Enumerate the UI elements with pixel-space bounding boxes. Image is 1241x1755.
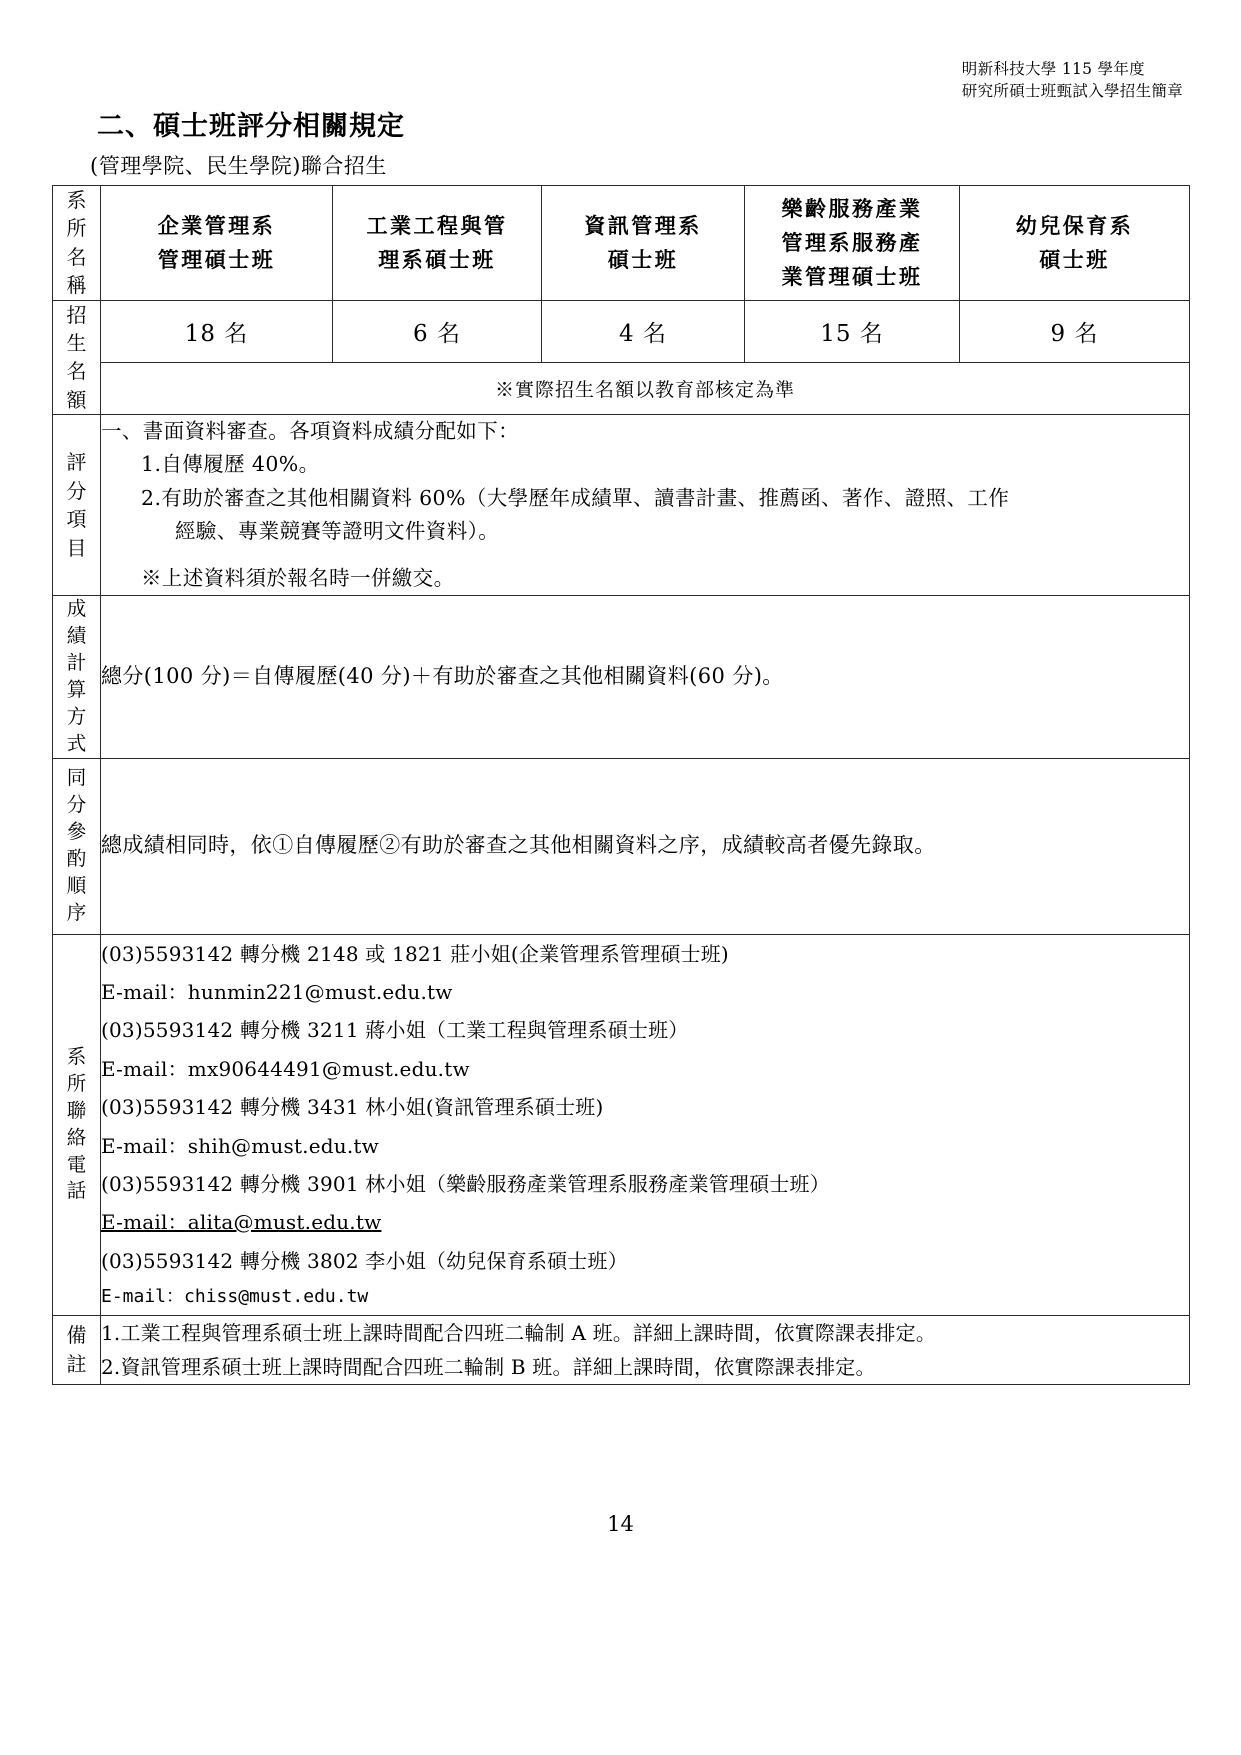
quota-cell-1: 18 名 xyxy=(101,300,333,363)
row-label-contact-c2: 所 xyxy=(66,1071,87,1095)
quota-cell-5: 9 名 xyxy=(960,300,1190,363)
row-label-calc-c6: 式 xyxy=(66,731,87,755)
row-label-quota-c4: 額 xyxy=(66,387,87,412)
row-label-department xyxy=(53,186,101,301)
department-1-line2: 管理碩士班 xyxy=(157,246,276,272)
quota-cell-2: 6 名 xyxy=(333,300,542,363)
department-cell-2 xyxy=(333,186,542,301)
quota-cell-4: 15 名 xyxy=(745,300,960,363)
admission-criteria-table xyxy=(52,185,1190,1385)
remark-content xyxy=(101,1315,1190,1384)
department-2-line1: 工業工程與管 xyxy=(366,213,508,239)
remark-item-1: 1.工業工程與管理系碩士班上課時間配合四班二輪制 A 班。詳細上課時間，依實際課表排定。 xyxy=(101,1320,937,1345)
row-label-quota-c2: 生 xyxy=(66,330,87,355)
row-label-quota-c1: 招 xyxy=(66,302,87,327)
criteria-note: ※上述資料須於報名時一併繳交。 xyxy=(141,565,455,590)
department-cell-1 xyxy=(101,186,333,301)
row-label-dept-c1: 系 xyxy=(66,188,87,212)
contact-phone-5: (03)5593142 轉分機 3802 李小姐（幼兒保育系碩士班） xyxy=(101,1248,628,1273)
department-4-line2: 管理系服務產 xyxy=(781,229,923,255)
criteria-sub-2: 2.有助於審查之其他相關資料 60%（大學歷年成績單、讀書計畫、推薦函、著作、證照、工作 xyxy=(141,485,1010,510)
row-label-dept-c2: 所 xyxy=(66,216,87,241)
department-3-line2: 碩士班 xyxy=(607,246,679,272)
table-row-department-names xyxy=(53,186,1190,301)
contact-phone-2: (03)5593142 轉分機 3211 蔣小姐（工業工程與管理系碩士班） xyxy=(101,1018,689,1043)
row-label-tie-c1: 同 xyxy=(66,766,87,790)
contact-email-5[interactable]: E-mail：chiss@must.edu.tw xyxy=(101,1286,369,1308)
criteria-spacer xyxy=(101,548,1189,562)
contact-email-4[interactable]: E-mail：alita@must.edu.tw xyxy=(101,1210,382,1235)
row-label-tie-c4: 酌 xyxy=(66,847,87,871)
contact-content xyxy=(101,934,1190,1315)
department-4-line3: 業管理碩士班 xyxy=(781,263,923,289)
department-3-line1: 資訊管理系 xyxy=(584,213,702,239)
remark-item-2: 2.資訊管理系碩士班上課時間配合四班二輪制 B 班。詳細上課時間，依實際課表排定。 xyxy=(101,1354,876,1379)
department-4-line1: 樂齡服務產業 xyxy=(781,196,923,222)
contact-email-3[interactable]: E-mail：shih@must.edu.tw xyxy=(101,1133,379,1158)
row-label-calc-c5: 方 xyxy=(66,704,87,728)
table-row-remarks xyxy=(53,1315,1190,1384)
table-row-calculation xyxy=(53,596,1190,758)
row-label-calc-c3: 計 xyxy=(66,650,87,674)
row-label-quota xyxy=(53,300,101,415)
row-label-criteria-c1: 評 xyxy=(66,450,87,475)
tiebreak-content: 總成績相同時，依①自傳履歷②有助於審查之其他相關資料之序，成績較高者優先錄取。 xyxy=(101,758,1190,934)
page-number: 14 xyxy=(607,1512,634,1536)
table-row-contacts xyxy=(53,934,1190,1315)
row-label-criteria-c4: 目 xyxy=(66,535,87,560)
row-label-tiebreak xyxy=(53,758,101,934)
row-label-remark xyxy=(53,1315,101,1384)
criteria-sub-1: 1.自傳履歷 40%。 xyxy=(141,452,320,477)
row-label-criteria-c3: 項 xyxy=(66,507,87,532)
row-label-contact-c5: 電 xyxy=(66,1152,87,1176)
page-subtitle: (管理學院、民生學院)聯合招生 xyxy=(90,154,387,178)
contact-phone-4: (03)5593142 轉分機 3901 林小姐（樂齡服務產業管理系服務產業管理碩士班） xyxy=(101,1171,830,1196)
row-label-contact-c1: 系 xyxy=(66,1044,87,1068)
contact-phone-3: (03)5593142 轉分機 3431 林小姐(資訊管理系碩士班) xyxy=(101,1095,604,1120)
department-5-line1: 幼兒保育系 xyxy=(1015,213,1134,239)
row-label-dept-c4: 稱 xyxy=(66,273,87,298)
row-label-criteria-c2: 分 xyxy=(66,478,87,503)
department-2-line2: 理系碩士班 xyxy=(378,246,496,272)
calculation-content: 總分(100 分)＝自傳履歷(40 分)＋有助於審查之其他相關資料(60 分)。 xyxy=(101,596,1190,758)
quota-cell-3: 4 名 xyxy=(542,300,745,363)
row-label-contact-c3: 聯 xyxy=(66,1098,87,1122)
running-header xyxy=(962,58,1183,103)
row-label-calc-c4: 算 xyxy=(66,677,87,701)
department-cell-5 xyxy=(960,186,1190,301)
row-label-contact xyxy=(53,934,101,1315)
running-header-line1: 明新科技大學 115 學年度 xyxy=(961,60,1145,78)
department-1-line1: 企業管理系 xyxy=(157,213,276,239)
criteria-item-1: 一、書面資料審查。各項資料成績分配如下： xyxy=(101,419,519,444)
page-title: 二、碩士班評分相關規定 xyxy=(97,111,405,142)
row-label-criteria xyxy=(53,415,101,596)
department-5-line2: 碩士班 xyxy=(1039,246,1110,272)
row-label-calc-c2: 績 xyxy=(66,624,87,648)
criteria-sub-2-cont: 經驗、專業競賽等證明文件資料）。 xyxy=(175,518,500,543)
quota-note: ※實際招生名額以教育部核定為準 xyxy=(101,363,1190,415)
table-row-criteria xyxy=(53,415,1190,596)
row-label-dept-c3: 名 xyxy=(66,244,87,269)
table-row-quota-note xyxy=(53,363,1190,415)
criteria-content xyxy=(101,415,1190,596)
department-cell-4 xyxy=(745,186,960,301)
row-label-remark-c1: 備 xyxy=(66,1323,87,1348)
table-row-quotas xyxy=(53,300,1190,363)
row-label-calculation xyxy=(53,596,101,758)
contact-email-2[interactable]: E-mail：mx90644491@must.edu.tw xyxy=(101,1056,470,1081)
row-label-tie-c3: 參 xyxy=(66,820,87,844)
row-label-quota-c3: 名 xyxy=(66,359,87,384)
contact-email-1[interactable]: E-mail：hunmin221@must.edu.tw xyxy=(101,979,453,1004)
row-label-calc-c1: 成 xyxy=(66,597,87,621)
running-header-line2: 研究所碩士班甄試入學招生簡章 xyxy=(961,82,1183,101)
row-label-tie-c6: 序 xyxy=(66,900,87,924)
table-row-tiebreak xyxy=(53,758,1190,934)
contact-phone-1: (03)5593142 轉分機 2148 或 1821 莊小姐(企業管理系管理碩士班) xyxy=(101,941,729,966)
row-label-remark-c2: 註 xyxy=(66,1351,87,1376)
department-cell-3 xyxy=(542,186,745,301)
row-label-contact-c4: 絡 xyxy=(66,1125,87,1149)
row-label-tie-c5: 順 xyxy=(66,873,87,897)
row-label-tie-c2: 分 xyxy=(66,793,87,817)
row-label-contact-c6: 話 xyxy=(66,1179,87,1203)
